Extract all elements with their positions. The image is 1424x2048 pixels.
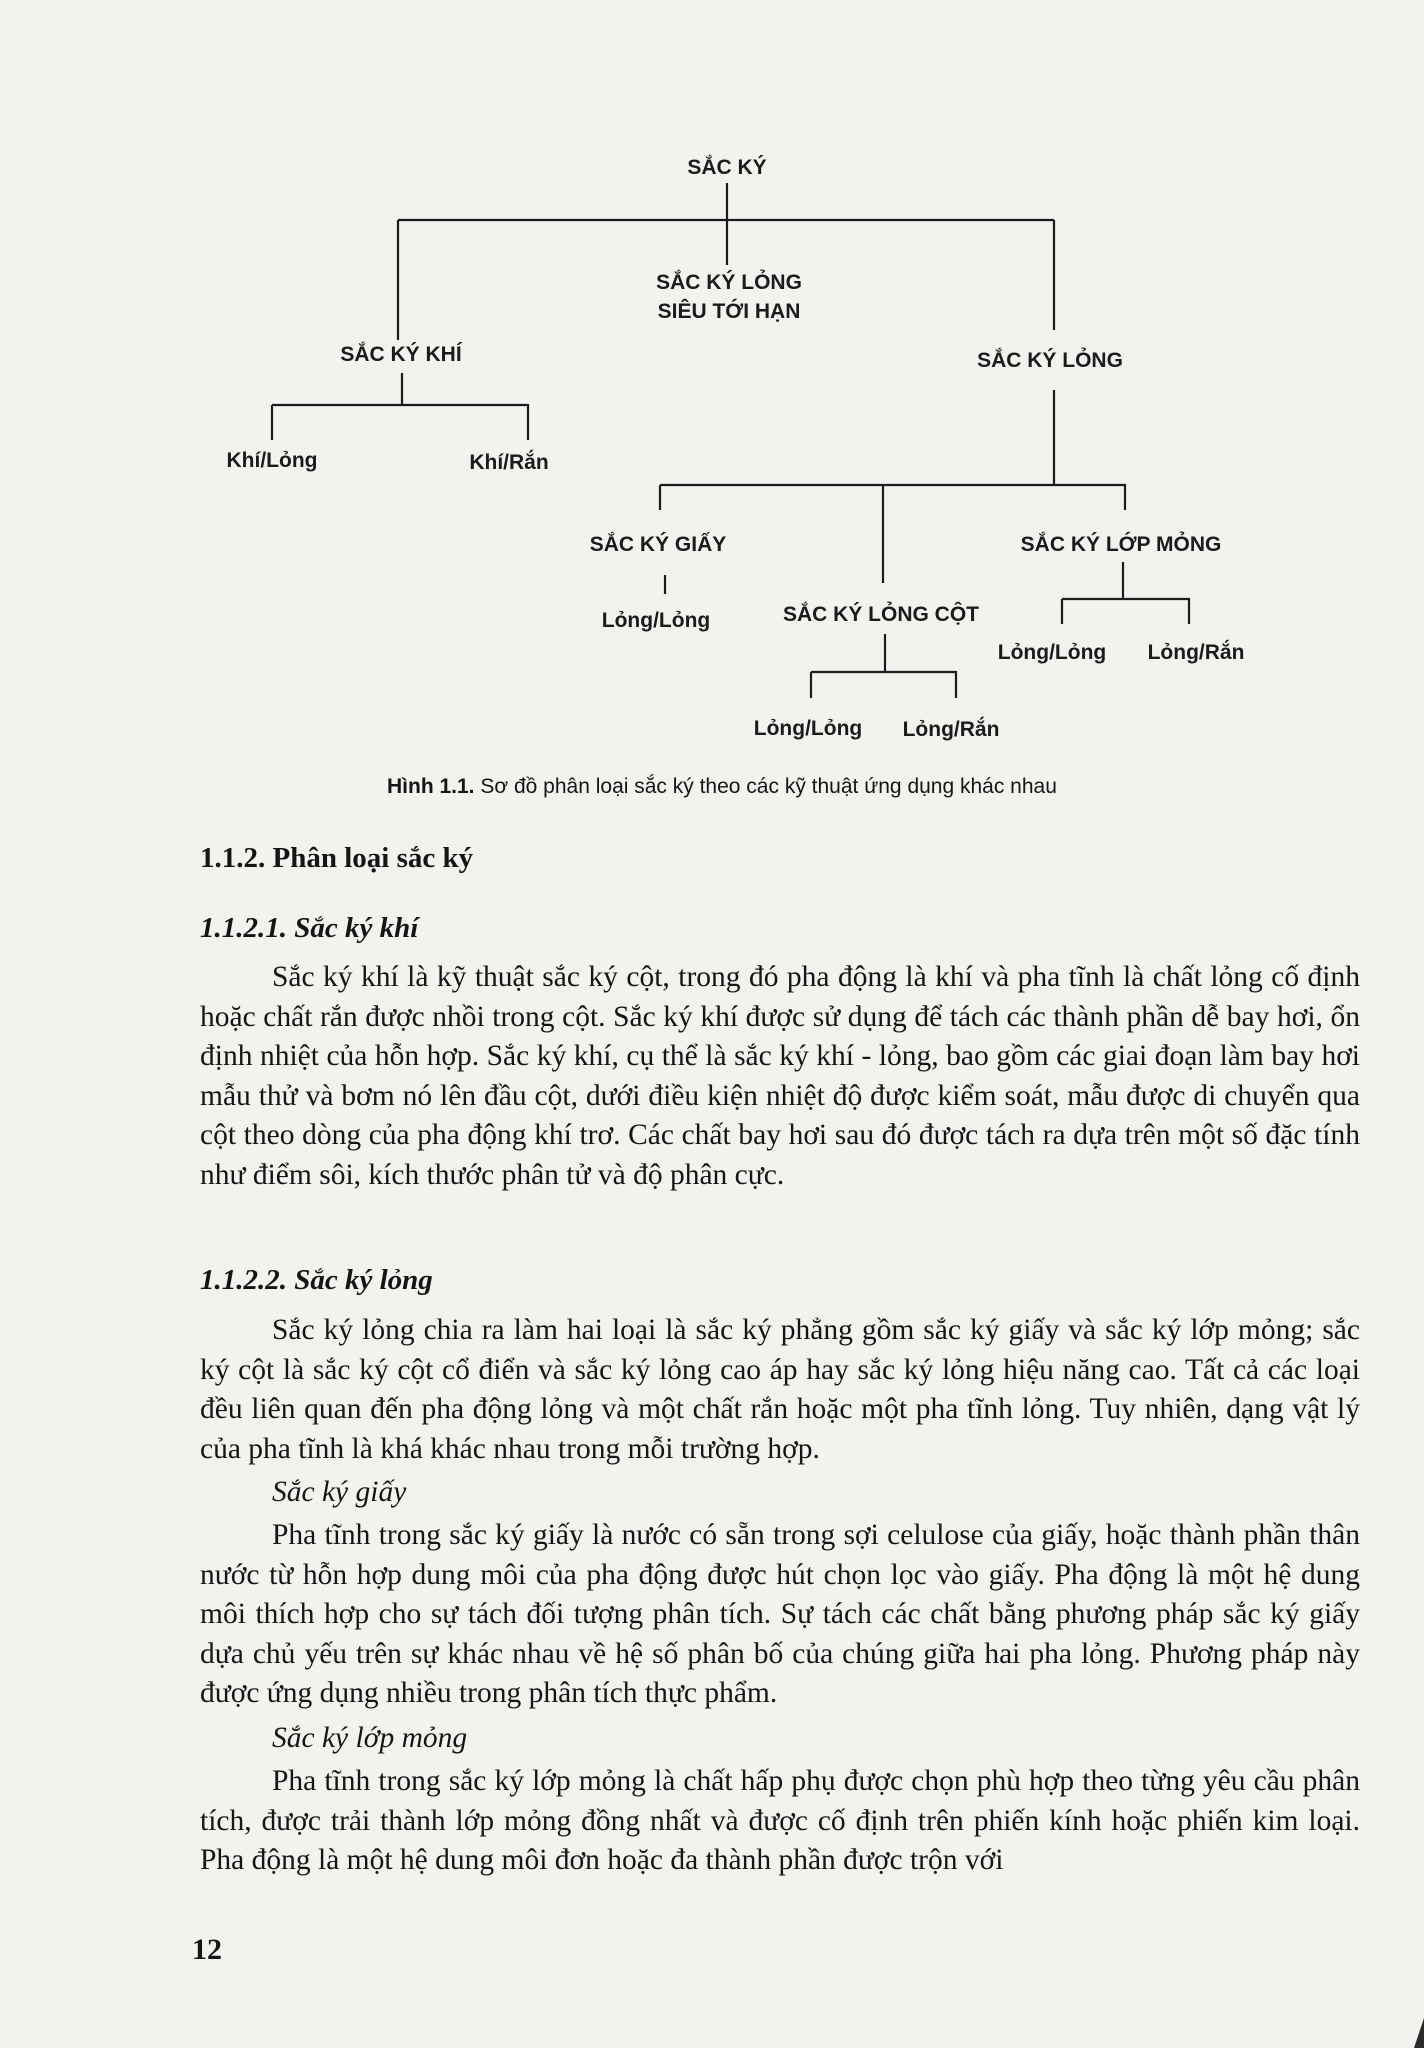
node-liquid: SẮC KÝ LỎNG (977, 349, 1123, 372)
node-column-liquid-solid: Lỏng/Rắn (902, 718, 1000, 741)
node-tlc-liquid-liquid: Lỏng/Lỏng (997, 641, 1107, 664)
page-number: 12 (192, 1933, 222, 1966)
figure-caption-label: Hình 1.1. (387, 775, 475, 798)
item-heading-paper: Sắc ký giấy (272, 1476, 407, 1508)
figure-caption-text: Sơ đồ phân loại sắc ký theo các kỹ thuật ứng dụng khác nhau (474, 775, 1057, 798)
scan-shadow (1414, 2018, 1424, 2048)
node-column: SẮC KÝ LỎNG CỘT (782, 603, 980, 626)
node-supercritical-line2: SIÊU TỚI HẠN (657, 300, 801, 323)
node-gas: SẮC KÝ KHÍ (340, 343, 462, 366)
paragraph-gas-chromatography: Sắc ký khí là kỹ thuật sắc ký cột, trong đó pha động là khí và pha tĩnh là chất lỏng cố định hoặc chất rắn được nhồi trong cột. Sắc ký khí được sử dụng để tách các thành phần dễ bay hơi, ổn định nhiệt của hỗn hợp. Sắc ký khí, cụ thể là sắc ký khí - lỏng, bao gồm các giai đoạn làm bay hơi mẫu thử và bơm nó lên đầu cột, dưới điều kiện nhiệt độ được kiểm soát, mẫu được di chuyển qua cột theo dòng của pha động khí trơ. Các chất bay hơi sau đó được tách ra dựa trên một số đặc tính như điểm sôi, kích thước phân tử và độ phân cực. (200, 961, 1360, 1191)
figure-caption (387, 772, 1057, 802)
section-heading: 1.1.2. Phân loại sắc ký (200, 842, 474, 874)
node-tlc: SẮC KÝ LỚP MỎNG (1020, 533, 1222, 556)
paragraph-thin-layer-chromatography: Pha tĩnh trong sắc ký lớp mỏng là chất hấp phụ được chọn phù hợp theo từng yêu cầu phân tích, được trải thành lớp mỏng đồng nhất và được cố định trên phiến kính hoặc phiến kim loại. Pha động là một hệ dung môi đơn hoặc đa thành phần được trộn với (200, 1765, 1360, 1877)
connector-lc-bar (660, 485, 1125, 510)
paragraph-liquid-chromatography: Sắc ký lỏng chia ra làm hai loại là sắc ký phẳng gồm sắc ký giấy và sắc ký lớp mỏng; sắc ký cột là sắc ký cột cổ điển và sắc ký lỏng cao áp hay sắc ký lỏng hiệu năng cao. Tất cả các loại đều liên quan đến pha động lỏng và một chất rắn hoặc một pha tĩnh lỏng. Tuy nhiên, dạng vật lý của pha tĩnh là khá khác nhau trong mỗi trường hợp. (200, 1314, 1360, 1465)
connector-column-bar (811, 672, 956, 698)
node-column-liquid-liquid: Lỏng/Lỏng (753, 717, 863, 740)
node-paper: SẮC KÝ GIẤY (589, 533, 727, 556)
paragraph-paper-chromatography: Pha tĩnh trong sắc ký giấy là nước có sẵn trong sợi celulose của giấy, hoặc thành phần thân nước từ hỗn hợp dung môi của pha động được hút chọn lọc vào giấy. Pha động là một hệ dung môi thích hợp cho sự tách đối tượng phân tích. Sự tách các chất bằng phương pháp sắc ký giấy dựa chủ yếu trên sự khác nhau về hệ số phân bố của chúng giữa hai pha lỏng. Phương pháp này được ứng dụng nhiều trong phân tích thực phẩm. (200, 1519, 1360, 1710)
node-supercritical (656, 268, 802, 326)
subsection-heading-gas: 1.1.2.1. Sắc ký khí (200, 912, 419, 944)
item-heading-tlc: Sắc ký lớp mỏng (272, 1722, 468, 1754)
node-gas-solid: Khí/Rắn (469, 451, 549, 474)
node-paper-liquid-liquid: Lỏng/Lỏng (601, 609, 711, 632)
node-supercritical-line1: SẮC KÝ LỎNG (656, 271, 802, 294)
connector-tlc-bar (1062, 599, 1189, 624)
node-gas-liquid: Khí/Lỏng (226, 449, 318, 472)
connector-gc-bar (272, 405, 528, 440)
node-tlc-liquid-solid: Lỏng/Rắn (1147, 641, 1245, 664)
subsection-heading-liquid: 1.1.2.2. Sắc ký lỏng (200, 1264, 433, 1296)
node-root: SẮC KÝ (687, 156, 767, 179)
